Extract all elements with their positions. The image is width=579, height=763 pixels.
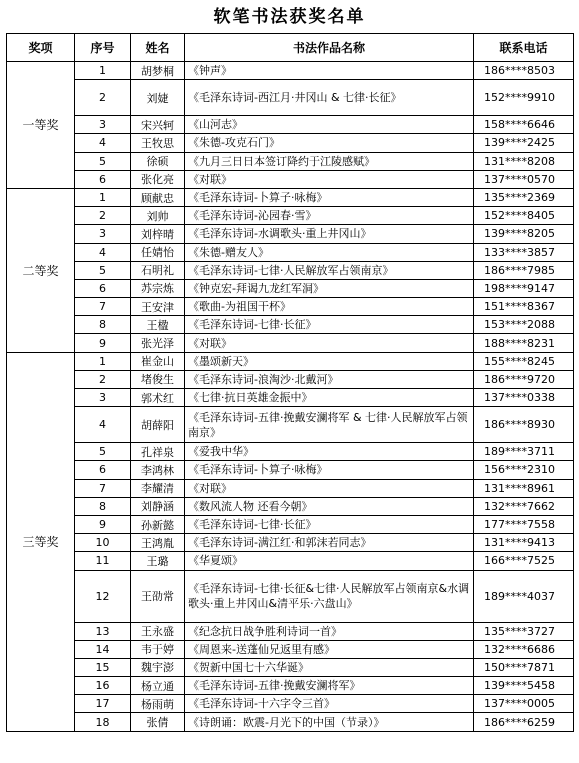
row-number: 11	[75, 552, 131, 570]
table-row	[7, 461, 574, 479]
row-number: 3	[75, 389, 131, 407]
work-title: 《毛泽东诗词-七律·人民解放军占领南京》	[185, 261, 474, 279]
table-row	[7, 534, 574, 552]
work-title: 《贺新中国七十六华诞》	[185, 658, 474, 676]
winner-name: 张光泽	[131, 334, 185, 352]
row-number: 8	[75, 497, 131, 515]
table-row	[7, 552, 574, 570]
phone-number: 152****9910	[474, 80, 574, 116]
work-title: 《九月三日日本签订降约于江陵感赋》	[185, 152, 474, 170]
phone-number: 139****5458	[474, 677, 574, 695]
phone-number: 166****7525	[474, 552, 574, 570]
phone-number: 155****8245	[474, 352, 574, 370]
winner-name: 苏宗炼	[131, 279, 185, 297]
table-row	[7, 677, 574, 695]
work-title: 《歌曲-为祖国干杯》	[185, 298, 474, 316]
header-number: 序号	[75, 34, 131, 62]
row-number: 4	[75, 134, 131, 152]
work-title: 《爱我中华》	[185, 443, 474, 461]
table-row	[7, 225, 574, 243]
work-title: 《毛泽东诗词-五律·挽戴安澜将军》	[185, 677, 474, 695]
row-number: 12	[75, 570, 131, 622]
phone-number: 152****8405	[474, 207, 574, 225]
winner-name: 郭术红	[131, 389, 185, 407]
work-title: 《毛泽东诗词-五律·挽戴安澜将军 & 七律·人民解放军占领南京》	[185, 407, 474, 443]
phone-number: 189****3711	[474, 443, 574, 461]
winner-name: 李鸿林	[131, 461, 185, 479]
phone-number: 139****8205	[474, 225, 574, 243]
winner-name: 胡薛阳	[131, 407, 185, 443]
table-row	[7, 640, 574, 658]
winner-name: 刘婕	[131, 80, 185, 116]
phone-number: 131****8961	[474, 479, 574, 497]
phone-number: 177****7558	[474, 515, 574, 533]
phone-number: 186****6259	[474, 713, 574, 731]
row-number: 6	[75, 461, 131, 479]
winner-name: 王鸿胤	[131, 534, 185, 552]
phone-number: 186****7985	[474, 261, 574, 279]
winner-name: 王永盛	[131, 622, 185, 640]
row-number: 16	[75, 677, 131, 695]
phone-number: 135****2369	[474, 188, 574, 206]
row-number: 4	[75, 407, 131, 443]
row-number: 7	[75, 298, 131, 316]
phone-number: 133****3857	[474, 243, 574, 261]
winner-name: 崔金山	[131, 352, 185, 370]
work-title: 《朱德-赠友人》	[185, 243, 474, 261]
phone-number: 139****2425	[474, 134, 574, 152]
table-row	[7, 695, 574, 713]
phone-number: 186****9720	[474, 370, 574, 388]
row-number: 2	[75, 80, 131, 116]
work-title: 《毛泽东诗词-满江红·和郭沫若同志》	[185, 534, 474, 552]
table-row	[7, 370, 574, 388]
work-title: 《毛泽东诗词-西江月·井冈山 & 七律·长征》	[185, 80, 474, 116]
table-row	[7, 152, 574, 170]
row-number: 1	[75, 188, 131, 206]
phone-number: 156****2310	[474, 461, 574, 479]
row-number: 7	[75, 479, 131, 497]
work-title: 《七律·抗日英雄金振中》	[185, 389, 474, 407]
work-title: 《诗朗诵：欧震-月光下的中国（节录）》	[185, 713, 474, 731]
row-number: 2	[75, 207, 131, 225]
winner-name: 魏宇澎	[131, 658, 185, 676]
row-number: 5	[75, 261, 131, 279]
work-title: 《对联》	[185, 170, 474, 188]
work-title: 《毛泽东诗词-水调歌头·重上井冈山》	[185, 225, 474, 243]
header-award: 奖项	[7, 34, 75, 62]
winner-name: 王劭常	[131, 570, 185, 622]
winner-name: 顾献忠	[131, 188, 185, 206]
row-number: 5	[75, 152, 131, 170]
table-row	[7, 443, 574, 461]
work-title: 《朱德-攻克石门》	[185, 134, 474, 152]
row-number: 5	[75, 443, 131, 461]
work-title: 《纪念抗日战争胜利诗词一首》	[185, 622, 474, 640]
row-number: 4	[75, 243, 131, 261]
winner-name: 杨立通	[131, 677, 185, 695]
table-row	[7, 62, 574, 80]
phone-number: 131****8208	[474, 152, 574, 170]
winner-name: 张倩	[131, 713, 185, 731]
award-table	[6, 33, 574, 732]
phone-number: 153****2088	[474, 316, 574, 334]
phone-number: 198****9147	[474, 279, 574, 297]
row-number: 1	[75, 352, 131, 370]
winner-name: 宋兴轲	[131, 116, 185, 134]
winner-name: 李耀清	[131, 479, 185, 497]
row-number: 10	[75, 534, 131, 552]
work-title: 《山河志》	[185, 116, 474, 134]
winner-name: 堵俊生	[131, 370, 185, 388]
table-row	[7, 261, 574, 279]
table-row	[7, 188, 574, 206]
work-title: 《对联》	[185, 334, 474, 352]
table-row	[7, 713, 574, 731]
work-title: 《毛泽东诗词-七律·长征&七律·人民解放军占领南京&水调歌头·重上井冈山&清平乐·六盘山》	[185, 570, 474, 622]
table-row	[7, 243, 574, 261]
table-row	[7, 352, 574, 370]
work-title: 《对联》	[185, 479, 474, 497]
header-row	[7, 34, 574, 62]
work-title: 《毛泽东诗词-浪淘沙·北戴河》	[185, 370, 474, 388]
work-title: 《周恩来-送蓬仙兄返里有感》	[185, 640, 474, 658]
table-row	[7, 334, 574, 352]
table-row	[7, 658, 574, 676]
winner-name: 王牧思	[131, 134, 185, 152]
table-row	[7, 170, 574, 188]
winner-name: 徐硕	[131, 152, 185, 170]
winner-name: 任婧怡	[131, 243, 185, 261]
phone-number: 151****8367	[474, 298, 574, 316]
row-number: 18	[75, 713, 131, 731]
phone-number: 137****0005	[474, 695, 574, 713]
work-title: 《数风流人物 还看今朝》	[185, 497, 474, 515]
table-row	[7, 134, 574, 152]
header-work: 书法作品名称	[185, 34, 474, 62]
table-row	[7, 389, 574, 407]
winner-name: 王安津	[131, 298, 185, 316]
table-row	[7, 80, 574, 116]
page-title: 软笔书法获奖名单	[213, 7, 366, 27]
row-number: 15	[75, 658, 131, 676]
table-row	[7, 622, 574, 640]
award-level: 二等奖	[7, 188, 75, 352]
phone-number: 137****0338	[474, 389, 574, 407]
table-row	[7, 407, 574, 443]
phone-number: 158****6646	[474, 116, 574, 134]
row-number: 9	[75, 334, 131, 352]
winner-name: 胡梦桐	[131, 62, 185, 80]
phone-number: 137****0570	[474, 170, 574, 188]
work-title: 《毛泽东诗词-七律·长征》	[185, 316, 474, 334]
winner-name: 石明礼	[131, 261, 185, 279]
award-level: 三等奖	[7, 352, 75, 731]
table-row	[7, 316, 574, 334]
phone-number: 132****6686	[474, 640, 574, 658]
phone-number: 131****9413	[474, 534, 574, 552]
winner-name: 王楹	[131, 316, 185, 334]
work-title: 《墨颂新天》	[185, 352, 474, 370]
winner-name: 刘梓晴	[131, 225, 185, 243]
work-title: 《钟克宏-拜谒九龙红军洞》	[185, 279, 474, 297]
winner-name: 杨雨萌	[131, 695, 185, 713]
table-row	[7, 570, 574, 622]
work-title: 《毛泽东诗词-卜算子·咏梅》	[185, 461, 474, 479]
table-body	[7, 62, 574, 732]
work-title: 《毛泽东诗词-沁园春·雪》	[185, 207, 474, 225]
row-number: 17	[75, 695, 131, 713]
table-row	[7, 207, 574, 225]
phone-number: 150****7871	[474, 658, 574, 676]
phone-number: 132****7662	[474, 497, 574, 515]
phone-number: 188****8231	[474, 334, 574, 352]
phone-number: 135****3727	[474, 622, 574, 640]
table-header	[7, 34, 574, 62]
winner-name: 刘静涵	[131, 497, 185, 515]
table-row	[7, 515, 574, 533]
row-number: 6	[75, 279, 131, 297]
row-number: 6	[75, 170, 131, 188]
row-number: 1	[75, 62, 131, 80]
winner-name: 孙新懿	[131, 515, 185, 533]
award-level: 一等奖	[7, 62, 75, 189]
work-title: 《毛泽东诗词-卜算子·咏梅》	[185, 188, 474, 206]
row-number: 3	[75, 225, 131, 243]
winner-name: 韦于婷	[131, 640, 185, 658]
row-number: 14	[75, 640, 131, 658]
row-number: 3	[75, 116, 131, 134]
header-name: 姓名	[131, 34, 185, 62]
winner-name: 王璐	[131, 552, 185, 570]
work-title: 《毛泽东诗词-十六字令三首》	[185, 695, 474, 713]
table-row	[7, 279, 574, 297]
phone-number: 186****8503	[474, 62, 574, 80]
row-number: 9	[75, 515, 131, 533]
work-title: 《华夏颂》	[185, 552, 474, 570]
table-row	[7, 479, 574, 497]
winner-name: 孔祥泉	[131, 443, 185, 461]
row-number: 2	[75, 370, 131, 388]
work-title: 《钟声》	[185, 62, 474, 80]
winner-name: 刘帅	[131, 207, 185, 225]
phone-number: 189****4037	[474, 570, 574, 622]
table-row	[7, 497, 574, 515]
work-title: 《毛泽东诗词-七律·长征》	[185, 515, 474, 533]
row-number: 8	[75, 316, 131, 334]
table-row	[7, 298, 574, 316]
row-number: 13	[75, 622, 131, 640]
winner-name: 张化亮	[131, 170, 185, 188]
phone-number: 186****8930	[474, 407, 574, 443]
header-phone: 联系电话	[474, 34, 574, 62]
table-row	[7, 116, 574, 134]
